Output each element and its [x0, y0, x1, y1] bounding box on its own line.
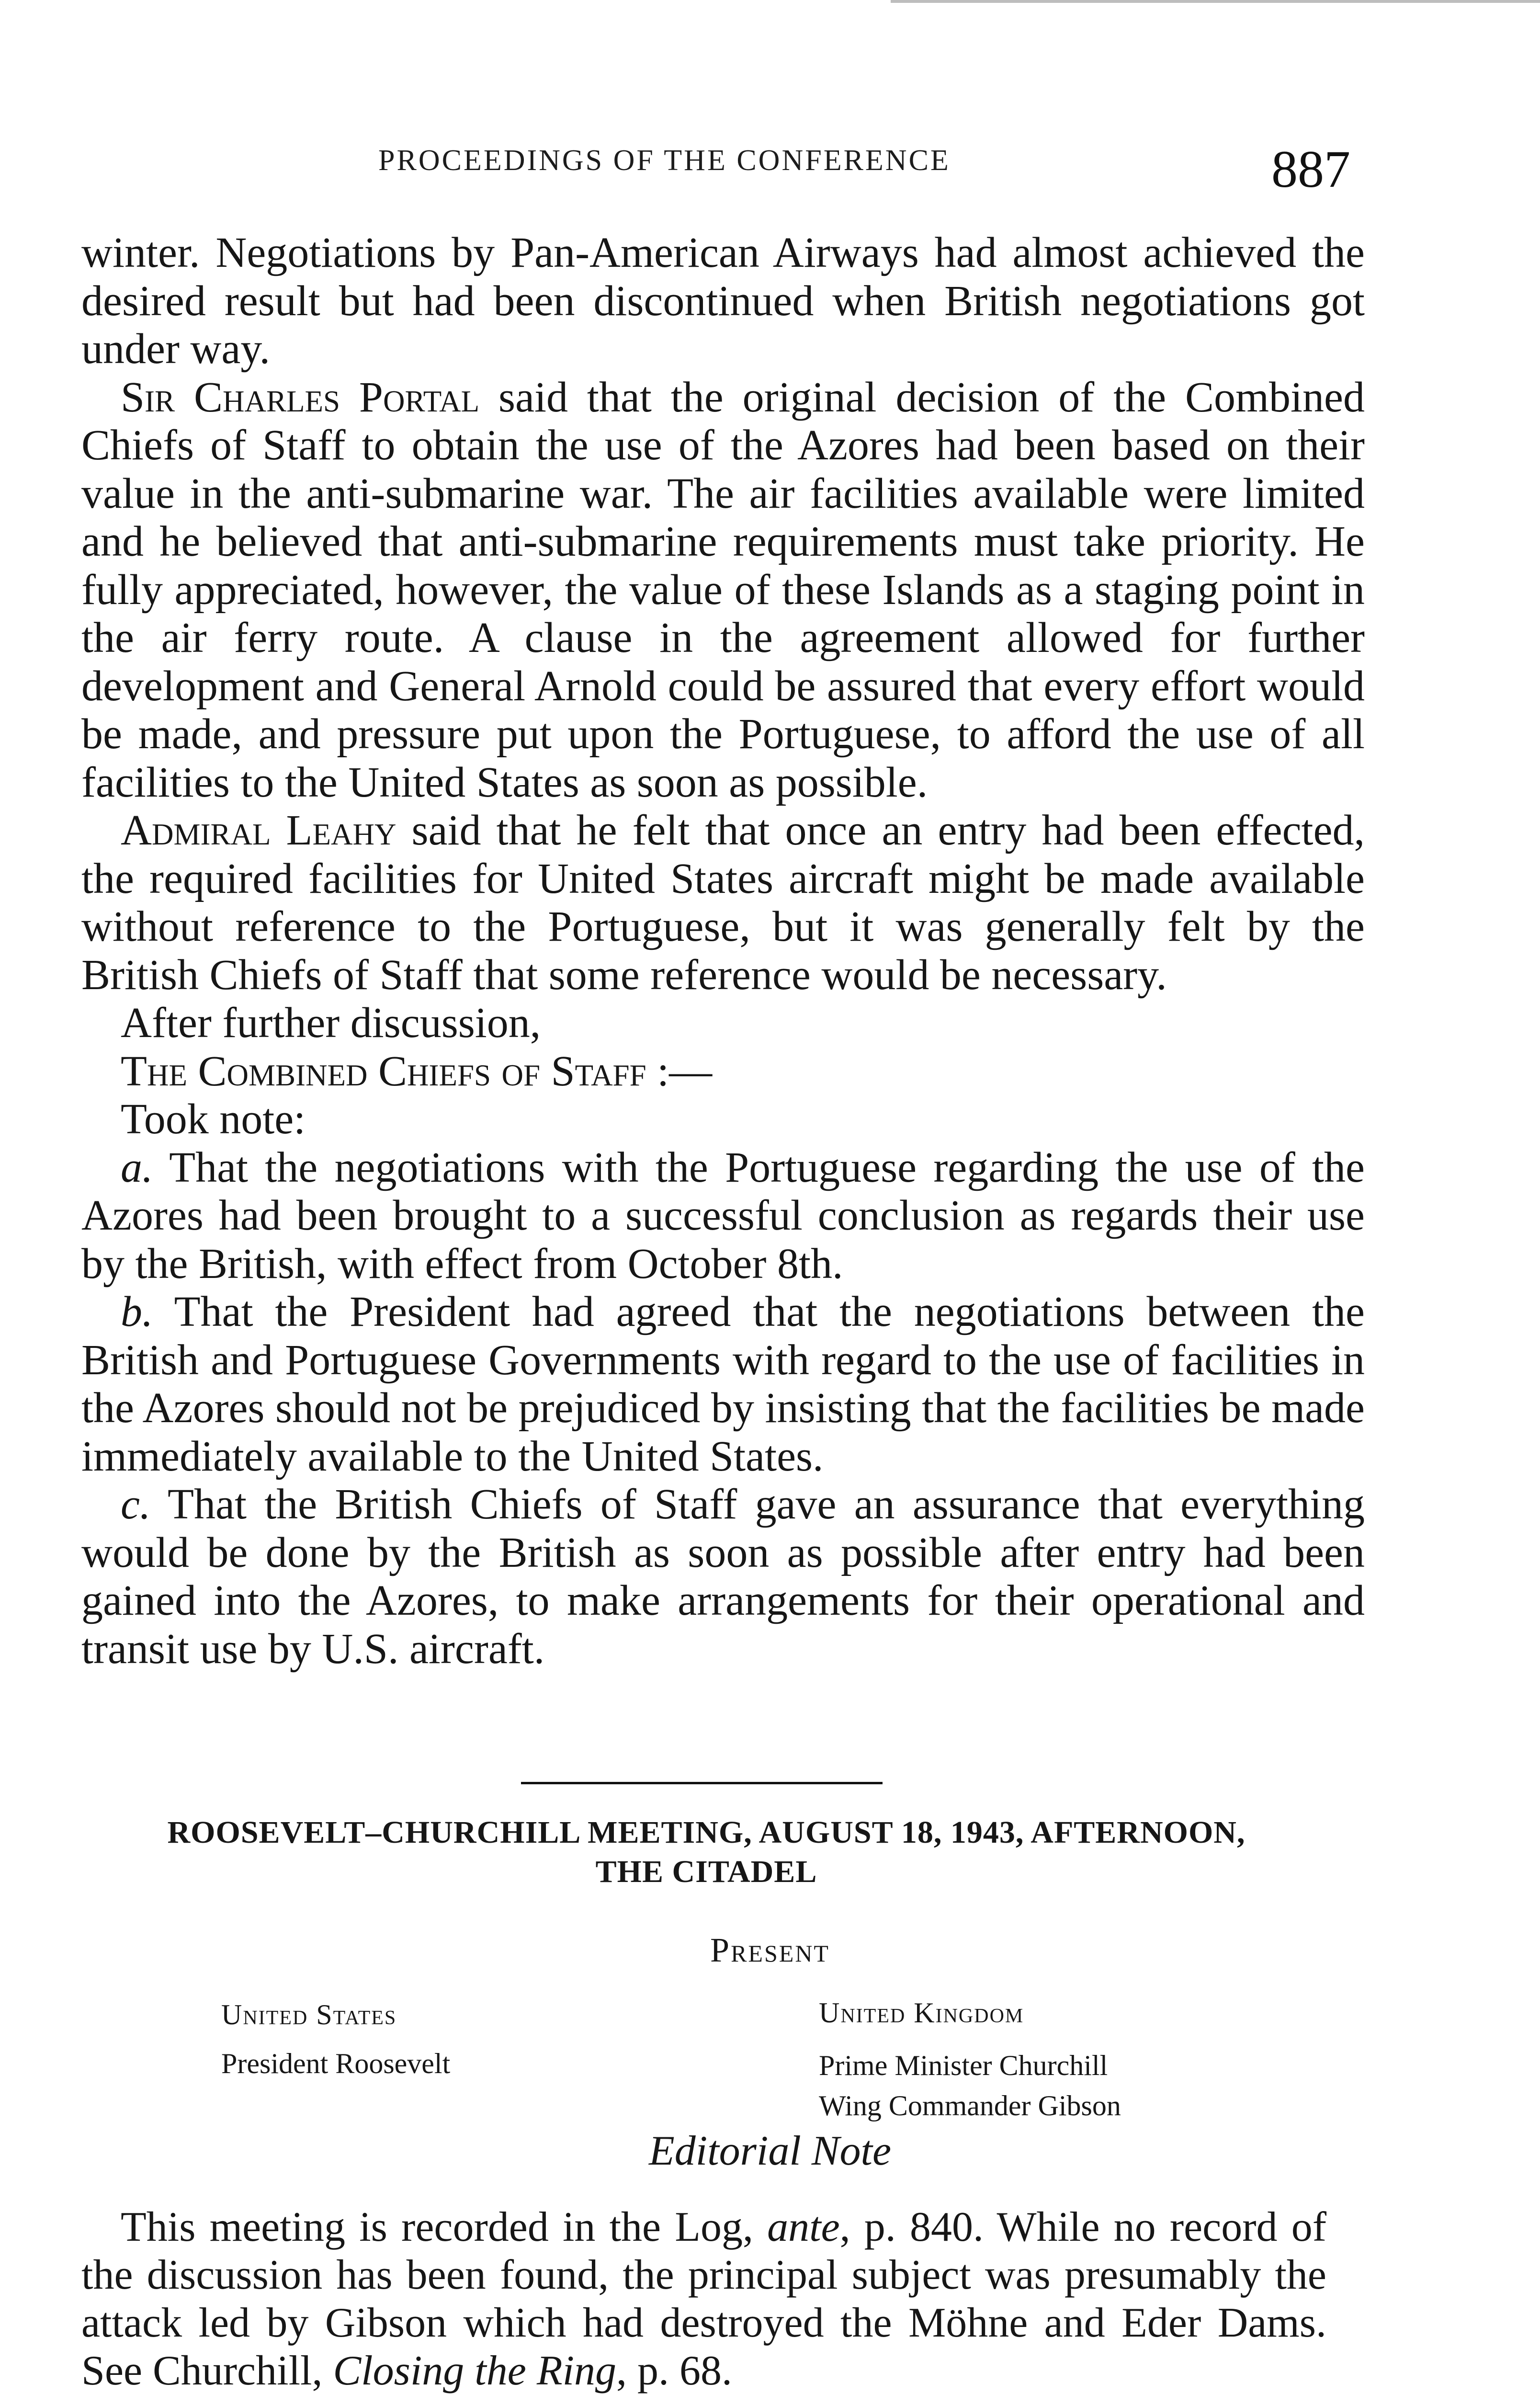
- editorial-note-title: Editorial Note: [649, 2128, 891, 2174]
- meeting-heading: [72, 1813, 1341, 1892]
- list-item-a: [81, 1144, 1365, 1289]
- present-label: Present: [710, 1931, 830, 1969]
- item-text: That the negotiations with the Portuguese regarding the use of the Azores had been brought to a successful conclusion as regards their use by the British, with effect from October 8th.: [81, 1143, 1365, 1288]
- paragraph-further-discussion: After further discussion,: [121, 999, 541, 1047]
- section-divider: [521, 1782, 883, 1784]
- item-label: c.: [121, 1481, 151, 1528]
- speaker-name: Admiral Leahy: [121, 807, 396, 854]
- paragraph-leahy: [81, 807, 1365, 999]
- body-text: [81, 229, 1365, 1673]
- attendees-united-kingdom: [819, 1993, 1250, 2126]
- book-title: Closing the Ring: [333, 2348, 617, 2394]
- note-text: , p. 840. While no record of the discussion has been found, the principal subject was presumably the attack led by Gibson which had destroyed the Möhne and Eder Dams. See Churchill,: [81, 2204, 1326, 2394]
- paragraph-took-note: Took note:: [121, 1095, 306, 1143]
- attendee-name: President Roosevelt: [221, 2048, 451, 2079]
- paragraph-text: said that he felt that once an entry had been effected, the required facilities for United States aircraft might be made available without reference to the Portuguese, but it was generally felt by the British Chiefs of Staff that some reference would be necessary.: [81, 807, 1365, 999]
- running-head: PROCEEDINGS OF THE CONFERENCE: [378, 144, 951, 177]
- item-text: That the President had agreed that the negotiations between the British and Portuguese Governments with regard to the use of facilities in the Azores should not be prejudiced by insisting that the facilities be made immediately available to the United States.: [81, 1288, 1365, 1480]
- note-italic: ante: [767, 2204, 840, 2250]
- note-text: This meeting is recorded in the Log,: [121, 2204, 768, 2250]
- item-text: That the British Chiefs of Staff gave an assurance that everything would be done by the British as soon as possible after entry had been gained into the Azores, to make arrangements for their operational and transit use by U.S. aircraft.: [81, 1481, 1365, 1673]
- attendees-united-states: [221, 1993, 556, 2086]
- item-label: b.: [121, 1288, 153, 1335]
- meeting-heading-line: THE CITADEL: [595, 1854, 817, 1889]
- item-label: a.: [121, 1143, 153, 1191]
- page-number: 887: [1271, 140, 1350, 198]
- list-item-b: [81, 1288, 1365, 1481]
- editorial-note: [81, 2203, 1326, 2395]
- paragraph-text: said that the original decision of the Combined Chiefs of Staff to obtain the use of the Azores had been based on their value in the anti-submarine war. The air facilities available were limited and he believed that anti-submarine requirements must take priority. He fully appreciated, however, the value of these Islands as a staging point in the air ferry route. A clause in the agreement allowed for further development and General Arnold could be assured that every effort would be made, and pressure put upon the Portuguese, to afford the use of all facilities to the United States as soon as possible.: [81, 373, 1365, 806]
- paragraph-portal: [81, 374, 1365, 807]
- speaker-name: Sir Charles Portal: [121, 373, 480, 421]
- paragraph-ccs: The Combined Chiefs of Staff :—: [121, 1047, 713, 1095]
- editorial-note-text: [81, 2203, 1326, 2395]
- attendee-group-label: United States: [221, 1999, 397, 2030]
- note-text: , p. 68.: [616, 2348, 733, 2394]
- attendee-group-label: United Kingdom: [819, 1997, 1024, 2029]
- attendee-name: Wing Commander Gibson: [819, 2090, 1121, 2121]
- attendee-name: Prime Minister Churchill: [819, 2050, 1108, 2081]
- list-item-c: [81, 1481, 1365, 1673]
- scan-edge-rule: [891, 0, 1540, 3]
- meeting-heading-line: ROOSEVELT–CHURCHILL MEETING, AUGUST 18, 1943, AFTERNOON,: [167, 1815, 1246, 1850]
- paragraph-continuation: winter. Negotiations by Pan-American Airways had almost achieved the desired result but had been discontinued when British negotiations got under way.: [81, 229, 1365, 373]
